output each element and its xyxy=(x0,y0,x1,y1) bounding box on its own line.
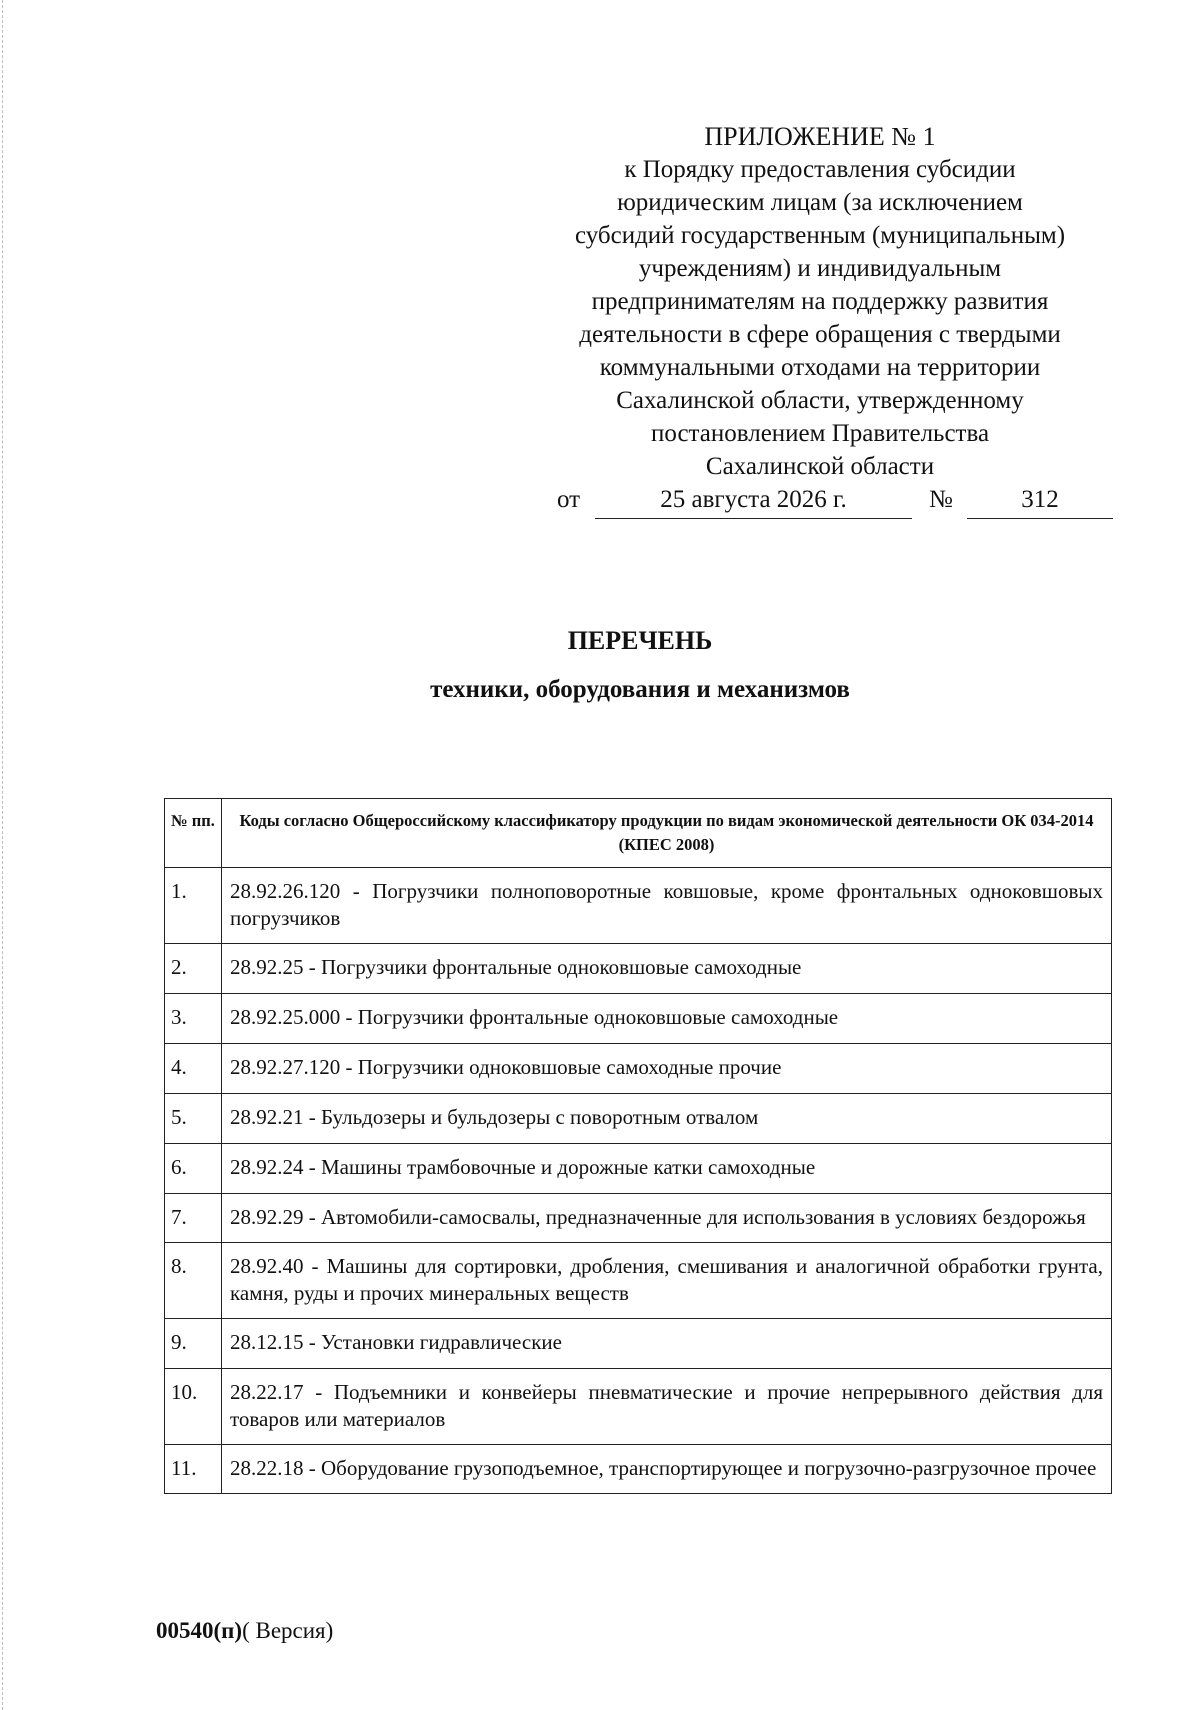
table-row xyxy=(165,1044,1112,1094)
row-text: 28.92.40 - Машины для сортировки, дробления, смешивания и аналогичной обработки грунта, камня, руды и прочих минеральных веществ xyxy=(222,1243,1112,1319)
row-number: 2. xyxy=(165,944,222,994)
row-number: 10. xyxy=(165,1369,222,1445)
row-text: 28.92.25.000 - Погрузчики фронтальные одноковшовые самоходные xyxy=(222,994,1112,1044)
header-number: № пп. xyxy=(165,799,222,868)
row-number: 4. xyxy=(165,1044,222,1094)
list-subtitle: техники, оборудования и механизмов xyxy=(430,676,850,703)
appendix-line: Сахалинской области xyxy=(705,453,935,480)
row-text: 28.92.26.120 - Погрузчики полноповоротные ковшовые, кроме фронтальных одноковшовых погрузчиков xyxy=(222,868,1112,944)
row-number: 9. xyxy=(165,1319,222,1369)
row-text: 28.22.17 - Подъемники и конвейеры пневматические и прочие непрерывного действия для товаров или материалов xyxy=(222,1369,1112,1445)
table-row xyxy=(165,1194,1112,1243)
appendix-line: постановлением Правительства xyxy=(650,420,990,447)
table-row xyxy=(165,1144,1112,1194)
table-header-row xyxy=(165,799,1112,868)
number-label: № xyxy=(929,486,953,513)
row-number: 8. xyxy=(165,1243,222,1319)
row-text: 28.12.15 - Установки гидравлические xyxy=(222,1319,1112,1369)
table-row xyxy=(165,1319,1112,1369)
resolution-number: 312 xyxy=(967,486,1113,519)
row-text: 28.92.29 - Автомобили-самосвалы, предназначенные для использования в условиях бездорожья xyxy=(222,1194,1112,1243)
appendix-title: ПРИЛОЖЕНИЕ № 1 xyxy=(704,122,936,151)
from-label: от xyxy=(557,486,581,513)
row-text: 28.92.24 - Машины трамбовочные и дорожные катки самоходные xyxy=(222,1144,1112,1194)
table-row xyxy=(165,1094,1112,1144)
document-footer xyxy=(156,1618,333,1644)
table-row xyxy=(165,944,1112,994)
row-number: 5. xyxy=(165,1094,222,1144)
appendix-line: учреждениям) и индивидуальным xyxy=(638,255,1002,282)
header-codes: Коды согласно Общероссийскому классификатору продукции по видам экономической деятельности ОК 034-2014 (КПЕС 2008) xyxy=(222,799,1112,868)
row-text: 28.92.25 - Погрузчики фронтальные одноковшовые самоходные xyxy=(222,944,1112,994)
resolution-date-row xyxy=(555,486,1115,520)
document-version: ( Версия) xyxy=(242,1618,334,1643)
table-row xyxy=(165,868,1112,944)
appendix-line: Сахалинской области, утвержденному xyxy=(616,387,1024,414)
appendix-line: субсидий государственным (муниципальным) xyxy=(574,222,1066,249)
resolution-date: 25 августа 2026 г. xyxy=(595,486,912,519)
row-number: 11. xyxy=(165,1445,222,1494)
row-number: 6. xyxy=(165,1144,222,1194)
row-number: 3. xyxy=(165,994,222,1044)
table-row xyxy=(165,1445,1112,1494)
scan-margin-line xyxy=(2,0,4,1710)
row-text: 28.22.18 - Оборудование грузоподъемное, транспортирующее и погрузочно-разгрузочное прочее xyxy=(222,1445,1112,1494)
table-row xyxy=(165,1369,1112,1445)
row-number: 7. xyxy=(165,1194,222,1243)
appendix-block xyxy=(530,120,1110,483)
row-text: 28.92.21 - Бульдозеры и бульдозеры с поворотным отвалом xyxy=(222,1094,1112,1144)
equipment-codes-table xyxy=(164,798,1112,1494)
appendix-line: к Порядку предоставления субсидии xyxy=(624,156,1016,183)
row-number: 1. xyxy=(165,868,222,944)
document-code: 00540(п) xyxy=(156,1618,243,1643)
appendix-line: предпринимателям на поддержку развития xyxy=(591,288,1049,315)
appendix-line: юридическим лицам (за исключением xyxy=(617,189,1023,216)
row-text: 28.92.27.120 - Погрузчики одноковшовые самоходные прочие xyxy=(222,1044,1112,1094)
list-title: ПЕРЕЧЕНЬ xyxy=(567,626,713,655)
appendix-line: деятельности в сфере обращения с твердыми xyxy=(579,321,1061,348)
appendix-line: коммунальными отходами на территории xyxy=(599,354,1041,381)
table-row xyxy=(165,1243,1112,1319)
table-row xyxy=(165,994,1112,1044)
